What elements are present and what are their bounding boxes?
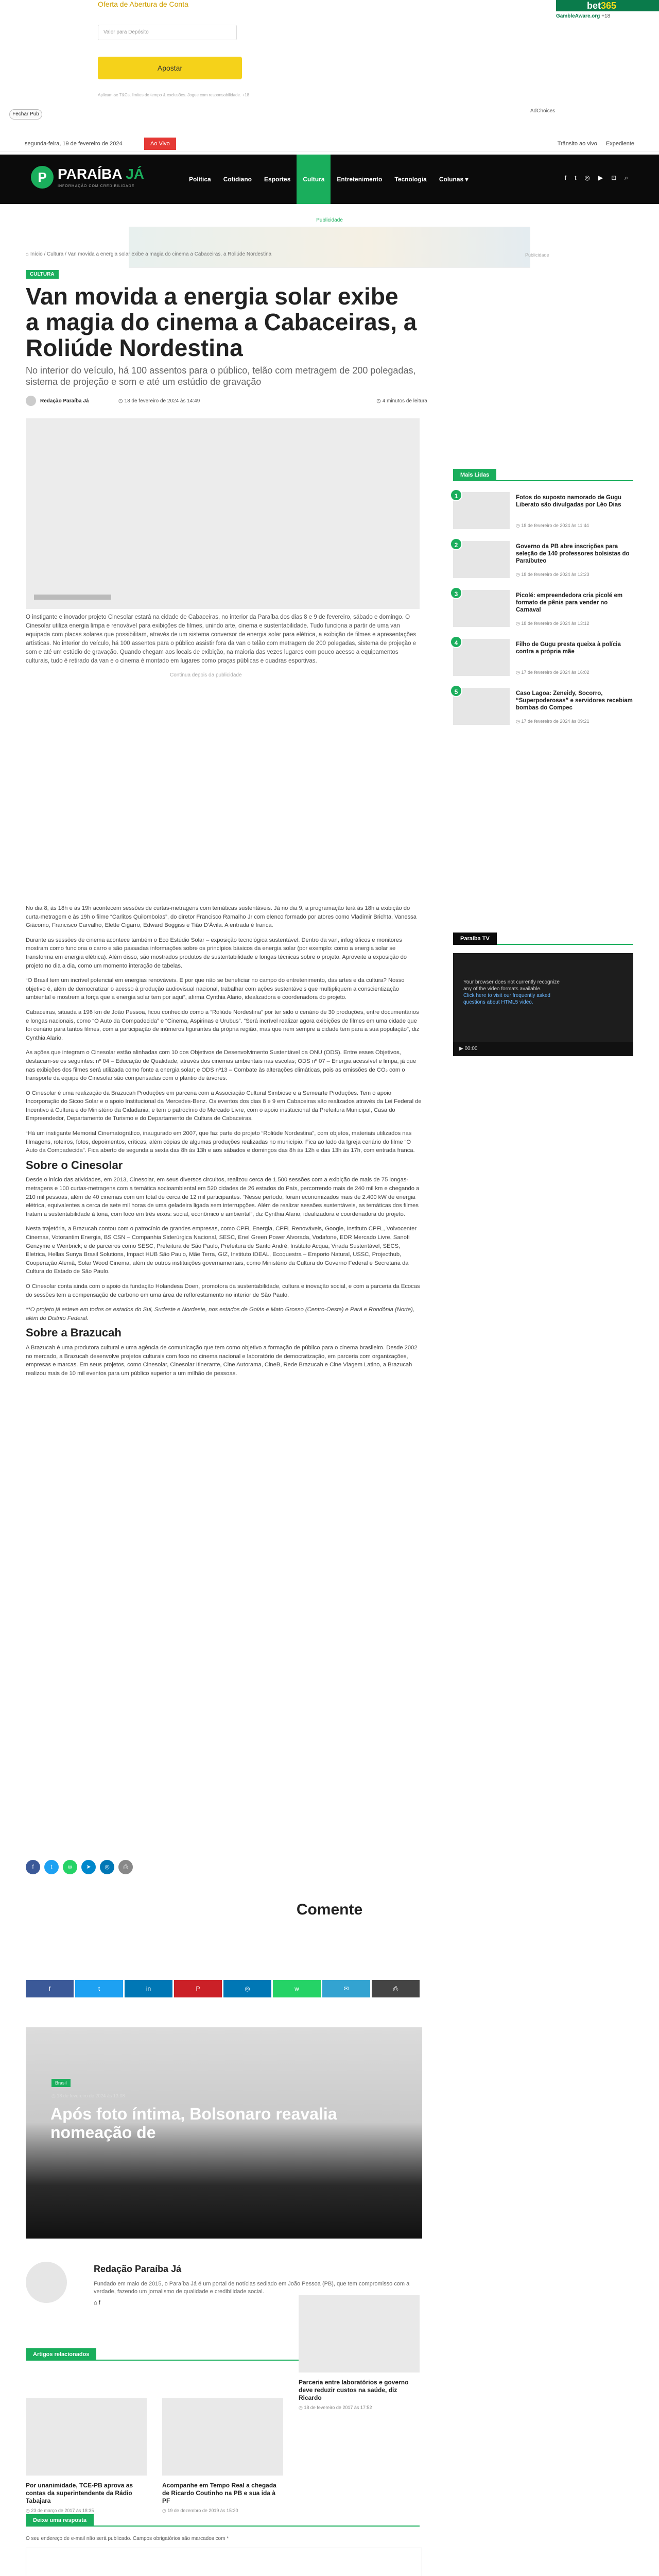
paragraph: “O Brasil tem um incrível potencial em energias renováveis. E por que não se beneficiar no campo do entretenimento, das artes e da cultura? Nosso objetivo é, além de democratizar o acesso à produção audiovisual nacional, trabalhar com ações sustentáveis que multipliquem a conscientização ambiental e mostrem a força que a energia solar tem por aqui”, afirma Cynthia Alario, idealizadora e coordenadora do projeto. [26, 977, 405, 1001]
related-item[interactable] [26, 2398, 147, 2514]
top-links [550, 141, 634, 147]
related-item-date: ◷ 18 de fevereiro de 2017 às 17:52 [299, 2405, 372, 2410]
share-icons [26, 1860, 133, 1874]
mais-lidas-title: Mais Lidas [453, 469, 496, 481]
tv-help-link[interactable]: Click here to visit our frequently asked questions about HTML5 video. [463, 993, 550, 1005]
paragraph: Nesta trajetória, a Brazucah contou com o patrocínio de grandes empresas, como CPFL Energia, CPFL Renováveis, Google, Instituto CPFL, Volvocenter Cinemas, Votorantim Energia, BS CSN – Companhia Siderúrgica Nacional, SESC, Enel Green Power Alvorada, Vodafone, EDR Mercado Livre, Sanofi Genzyme e Weirbrick; e de parceiros como SESC, Prefeitura de São Paulo, Prefeitura de Santo André, Instituto Acqua, Virada Sustentável, SECS, Eletrica, Hellas Sunya Brasil Solutions, Impact HUB São Paulo, Mãe Terra, GIZ, Instituto IDEAL, Ecoquestra – Emporio Natural, USSC, Projecthub, Cooperação Alemã, Solar Wood Cinema, além de outros instituições governamentais, como Ministério da Cultura do Governo Federal e Secretaria da Cultura do Estado de São Paulo. [26, 1226, 417, 1275]
section-heading: Sobre o Cinesolar [26, 1158, 123, 1172]
header-icons [565, 174, 628, 182]
article-title: Van movida a energia solar exibe a magia do cinema a Cabaceiras, a Roliúde Nordestina [26, 283, 417, 361]
rank-badge: 5 [450, 685, 462, 697]
rank-badge: 1 [450, 489, 462, 501]
paragraph: No dia 8, às 18h e às 19h acontecem sessões de curtas-metragens com temáticas sustentáveis. Já no dia 9, a programação terá às 18h a exibição do curta-metragem e às 19h o filme “Carlitos Quilombolas”, do diretor Francisco Ramalho Jr com elenco formado por atores como Vladimir Brichta, Vanessa Giácomo, Francisco Carvalho, Elette Cigarro, Edward Boggiss e Tião D’Ávila. A entrada é franca. [26, 905, 417, 929]
brand-num: 365 [601, 1, 617, 11]
sidebar-publicidade-label: Publicidade [525, 252, 549, 258]
share-bar [26, 1980, 420, 1997]
logo-mark: P [31, 166, 54, 189]
featured-badge[interactable]: Brasil [51, 2079, 71, 2087]
comment-form-note: O seu endereço de e-mail não será publicado. Campos obrigatórios são marcados com * [26, 2536, 229, 2541]
menu-icon[interactable]: ⊡ [611, 174, 617, 181]
sharebar-linkedin-icon[interactable]: in [125, 1980, 172, 1997]
nav-politica[interactable]: Política [189, 176, 211, 183]
site-logo[interactable] [31, 164, 160, 194]
featured-date: ◷ 18 de fevereiro de 2024 às 13:08 [51, 2093, 125, 2098]
main-nav [183, 155, 475, 204]
nav-entretenimento[interactable]: Entretenimento [337, 176, 383, 183]
rank-badge: 3 [450, 587, 462, 599]
adchoices-label[interactable]: AdChoices [530, 108, 556, 114]
related-title: Artigos relacionados [26, 2348, 96, 2361]
related-thumb[interactable] [299, 2295, 420, 2372]
related-thumb[interactable] [26, 2398, 147, 2476]
logo-tagline: INFORMAÇÃO COM CREDIBILIDADE [58, 184, 135, 188]
ad-offer: Oferta de Abertura de Conta [98, 0, 188, 8]
comment-form-title: Deixe uma resposta [26, 2514, 94, 2527]
logo-name-main: PARAÍBA [58, 166, 122, 182]
gamble-aware-text: GambleAware.org [556, 13, 600, 19]
nav-tecnologia[interactable]: Tecnologia [394, 176, 427, 183]
tv-message [463, 979, 566, 1006]
related-item-date: ◷ 23 de março de 2017 às 18:35 [26, 2508, 94, 2513]
publicidade-label: Publicidade [316, 217, 343, 223]
share-linkedin-icon[interactable]: ◎ [100, 1860, 114, 1874]
author-box-avatar[interactable] [26, 2262, 67, 2303]
top-bar [0, 137, 659, 152]
tv-player[interactable] [453, 953, 633, 1056]
player-progress[interactable] [34, 595, 111, 600]
author-avatar[interactable] [26, 396, 36, 406]
leaderboard-ad[interactable] [129, 227, 530, 268]
author-name[interactable]: Redação Paraíba Já [40, 398, 89, 404]
tv-controls[interactable]: ▶ 00:00 [453, 1042, 633, 1056]
comment-heading: Comente [296, 1901, 363, 1918]
nav-esportes[interactable]: Esportes [264, 176, 291, 183]
item-title[interactable]: Caso Lagoa: Zeneidy, Socorro, “Superpoderosas” e servidores recebiam bombas do Compec [516, 690, 633, 711]
sharebar-pinterest-icon[interactable]: P [174, 1980, 222, 1997]
logo-name [58, 166, 144, 182]
nav-cultura[interactable]: Cultura [297, 155, 331, 204]
rank-badge: 4 [450, 636, 462, 648]
paragraph: “Há um instigante Memorial Cinematográfico, inaugurado em 2007, que faz parte do projeto “Roliúde Nordestina”, com objetos, materiais utilizados nas filmagens, roteiros, fotos, depoimentos, críticas, além cópias de algumas produções realizadas no município. Fica ao lado da Igreja cenário do filme “O Auto da Compadecida”. Fica aberto de segunda a sexta das 8h às 13h e aos sábados e domingos das 8h às 12h e das 13h às 17h, com entrada franca. [26, 1130, 415, 1154]
paragraph: Cabaceiras, situada a 196 km de João Pessoa, ficou conhecido como a “Roliúde Nordestina” por ter sido o cenário de 30 produções, entre documentários e longas nacionais, como “O Auto da Compadecida” e “Cinema, Aspirinas e Urubus”. “Será incrível realizar agora exibições de filmes em uma cidade que foi cenário para tantos filmes, com a participação de inúmeros figurantes da própria região, mas que nem sempre a cidade tem para a sua população”, diz Cynthia Alario. [26, 1009, 420, 1041]
comment-textarea[interactable] [26, 2548, 422, 2576]
paragraph: O Cinesolar é uma realização da Brazucah Produções em parceria com a Associação Cultural Simbiose e a Semearte Produções. Tem o apoio Incorporação do Sicoo Solar e o apoio Institucional da Mercedes-Benz. Os eventos dos dias 8 e 9 em Cabaceiras são realizados através da Lei Federal de Incentivo à Cultura e do Ministério da Cidadania; e tem o patrocínio do Mercado Livre, com o apoio institucional da Prefeitura Municipal, Casa do Empreendedor, Departamento de Turismo e do Departamento de Cultura de Cabaceiras. [26, 1090, 422, 1122]
related-item[interactable] [162, 2398, 283, 2514]
sharebar-email-icon[interactable]: ✉ [322, 1980, 370, 1997]
related-item-title[interactable]: Acompanhe em Tempo Real a chegada de Ricardo Coutinho na PB e sua ida à PF [162, 2482, 276, 2504]
item-title[interactable]: Filho de Gugu presta queixa à polícia contra a própria mãe [516, 641, 621, 655]
related-item-title[interactable]: Por unanimidade, TCE-PB aprova as contas da superintendente da Rádio Tabajara [26, 2482, 133, 2504]
item-title[interactable]: Governo da PB abre inscrições para seleção de 140 professores bolsistas do Paraíbuteo [516, 544, 630, 564]
share-twitter-icon[interactable]: t [44, 1860, 59, 1874]
sharebar-twitter-icon[interactable]: t [75, 1980, 123, 1997]
search-icon[interactable]: ⌕ [625, 174, 628, 181]
breadcrumb[interactable]: ⌂ Início / Cultura / Van movida a energia solar exibe a magia do cinema a Cabaceiras, a Roliúde Nordestina [26, 251, 272, 257]
paragraph: A Brazucah é uma produtora cultural e uma agência de comunicação que tem como objetivo a formação de público para o cinema brasileiro. Desde 2002 no mercado, a Brazucah desenvolve projetos culturais com foco no cinema nacional e laboratório de democratização, em parceria com organizações, empresas e marcas. Em seus projetos, como Cinesolar, Cinesolar Itinerante, Cine Autorama, CineB, Rede Brazucah e Cine Viagem Latino, a Brazucah realizou mais de 10 mil eventos para um público superior a um milhão de pessoas. [26, 1344, 418, 1377]
featured-title[interactable]: Após foto íntima, Bolsonaro reavalia nomeação de [50, 2105, 337, 2142]
share-facebook-icon[interactable]: f [26, 1860, 40, 1874]
read-time: ◷ 4 minutos de leitura [376, 398, 427, 404]
twitter-icon[interactable]: t [575, 174, 577, 181]
nav-cotidiano[interactable]: Cotidiano [223, 176, 252, 183]
logo-name-accent: JÁ [126, 166, 145, 182]
author-box-bio: Fundado em maio de 2015, o Paraíba Já é um portal de notícias sediado em João Pessoa (PB), que tem compromisso com a verdade, fazendo um jornalismo de qualidade e credibilidade social. [94, 2281, 410, 2295]
article-date: ◷ 18 de fevereiro de 2024 às 14:49 [118, 398, 200, 404]
related-item[interactable] [299, 2295, 420, 2411]
category-badge[interactable]: CULTURA [26, 270, 59, 279]
paragraph-italic: **O projeto já esteve em todos os estados do Sul, Sudeste e Nordeste, nos estados de Goiás e Mato Grosso (Centro-Oeste) e Pará e Rondônia (Norte), além do Distrito Federal. [26, 1307, 414, 1321]
sharebar-messenger-icon[interactable]: ◎ [223, 1980, 271, 1997]
age-badge: +18 [601, 13, 611, 19]
mais-lidas-item[interactable] [453, 541, 633, 584]
share-print-icon[interactable]: ⎙ [118, 1860, 133, 1874]
mais-lidas-item[interactable] [453, 590, 633, 633]
bet-slip [98, 0, 314, 108]
nav-colunas[interactable]: Colunas ▾ [439, 176, 469, 183]
tv-msg-text: Your browser does not currently recognize any of the video formats available. [463, 979, 560, 992]
item-date: ◷ 17 de fevereiro de 2024 às 09:21 [516, 719, 589, 724]
paragraph: As ações que integram o Cinesolar estão alinhadas com 10 dos Objetivos de Desenvolvimento Sustentável da ONU (ODS). Entre esses Objetivos, destacam-se os seguintes: nº 04 – Educação de Qualidade, através dos cinemas ambientais nas escolas; ODS nº 07 – Energia acessível e limpa, já que nas exibições dos filmes será utilizada como fonte a energia solar; e ODS nº13 – Combate às alterações climáticas, pois as emissões de CO₂ com o transporte da equipe do Cinesolar são compensadas com o plantio de árvores. [26, 1049, 417, 1082]
top-advertisement [0, 0, 659, 118]
comment-form-header [26, 2514, 420, 2527]
paragraph: Desde o início das atividades, em 2013, Cinesolar, em seus diversos circuitos, realizou cerca de 1.500 sessões com a exibição de mais de 75 longas-metragens e 100 curtas-metragens com a temática socioambiental em 520 cidades de 26 estados do País, percorrendo mais de 240 mil km e chegando a 210 mil pessoas, além de 40 cinemas com um total de cerca de 12 mil participantes. “Nesse período, foram economizados mais de 2.400 kW de energia elétrica, equivalentes a cerca de sete mil horas de uma geladeira ligada sem interrupções. Além de realizar sessões sustentáveis, as temáticas dos filmes tratam a sustentabilidade à tona, com foco em três eixos: social, econômico e ambiental”, diz Cynthia Alario, idealizadora e coordenadora do projeto. [26, 1177, 420, 1217]
article-body [26, 904, 422, 1384]
paragraph: O Cinesolar conta ainda com o apoio da fundação Holandesa Doen, promotora da sustentabilidade, cultura e inovação social, e com a parceria da Ecocas do sessões tem a compensação de carbono em uma área de reflorestamento no interior de São Paulo. [26, 1283, 420, 1298]
share-telegram-icon[interactable]: ➤ [81, 1860, 96, 1874]
author-box-icons[interactable]: ⌂ f [94, 2300, 100, 2306]
bet365-logo[interactable] [556, 0, 659, 11]
ad-amount-input[interactable]: Valor para Depósito [98, 25, 237, 40]
mais-lidas-item[interactable] [453, 688, 633, 731]
paragraph: Durante as sessões de cinema acontece também o Eco Estúdio Solar – exposição tecnológica sustentável. Dentro da van, infográficos e monitores mostram como funciona o carro e são passadas informações sobre os princípios básicos da energia solar (por exemplo: como a energia solar se transforma em energia elétrica). Além disso, são mostrados produtos de sustentabilidade e longas técnicas sobre o projeto. Aproveite a exposição do projeto no dia a dia, como um momento interação de tabelas. [26, 937, 407, 969]
share-whatsapp-icon[interactable]: w [63, 1860, 77, 1874]
mais-lidas-item[interactable] [453, 492, 633, 535]
featured-article[interactable] [26, 2027, 422, 2239]
close-ad-button[interactable]: Fechar Pub [9, 109, 42, 120]
item-date: ◷ 18 de fevereiro de 2024 às 13:12 [516, 621, 589, 626]
paraiba-tv-header [453, 933, 633, 945]
brand: bet [587, 1, 601, 11]
video-player[interactable] [26, 418, 420, 609]
tv-title: Paraíba TV [453, 933, 497, 945]
related-item-title[interactable]: Parceria entre laboratórios e governo deve reduzir custos na saúde, diz Ricardo [299, 2379, 409, 2401]
mais-lidas-header [453, 469, 633, 481]
item-title[interactable]: Fotos do suposto namorado de Gugu Liberato são divulgadas por Léo Dias [516, 495, 622, 508]
current-date: segunda-feira, 19 de fevereiro de 2024 [25, 141, 123, 147]
author-box-name[interactable]: Redação Paraíba Já [94, 2264, 182, 2274]
expediente-link[interactable]: Expediente [605, 141, 634, 147]
section-heading: Sobre a Brazucah [26, 1326, 122, 1340]
related-thumb[interactable] [162, 2398, 283, 2476]
traffic-link[interactable]: Trânsito ao vivo [557, 141, 597, 147]
facebook-icon[interactable]: f [564, 174, 567, 181]
rank-badge: 2 [450, 538, 462, 550]
article-meta [26, 396, 427, 406]
live-button[interactable]: Ao Vivo [144, 138, 176, 150]
sharebar-print-icon[interactable]: ⎙ [372, 1980, 420, 1997]
sharebar-facebook-icon[interactable]: f [26, 1980, 74, 1997]
mais-lidas-item[interactable] [453, 639, 633, 682]
youtube-icon[interactable]: ▶ [598, 174, 603, 181]
item-date: ◷ 18 de fevereiro de 2024 às 12:23 [516, 572, 589, 577]
continue-label: Continua depois da publicidade [170, 672, 242, 678]
site-header [0, 155, 659, 204]
ad-fine-print: Aplicam-se T&Cs, limites de tempo & exclusões. Jogue com responsabilidade. +18 [98, 93, 249, 97]
instagram-icon[interactable]: ◎ [584, 174, 590, 181]
item-date: ◷ 18 de fevereiro de 2024 às 11:44 [516, 523, 589, 528]
ad-bet-button[interactable]: Apostar [98, 57, 242, 79]
article-lead: O instigante e inovador projeto Cinesolar estará na cidade de Cabaceiras, no interior da Paraíba dos dias 8 e 9 de fevereiro, sábado e domingo. O Cinesolar utiliza energia limpa e renovável para exibições de filmes, unindo arte, cinema e sustentabilidade. Tudo funciona a partir de uma van equipada com placas solares que possibilitam, através de um sistema conversor de energia solar para elétrica, a exibição de filmes e apresentações artísticas. No interior do veículo, há 100 assentos para o público assistir fora da van o telão com metragem de 200 polegadas, sistema de projeção e som e até um estúdio de gravação. Quando chegam aos locais de exibição, na maioria das vezes lugares com pouco acesso a equipamentos culturais, tudo é retirado da van e o cinema é montado em lugares como praças públicas e quadras esportivas. [26, 614, 417, 664]
related-item-date: ◷ 19 de dezembro de 2019 às 15:20 [162, 2508, 238, 2513]
sharebar-whatsapp-icon[interactable]: w [273, 1980, 321, 1997]
item-date: ◷ 17 de fevereiro de 2024 às 16:02 [516, 670, 589, 675]
gamble-aware [556, 13, 610, 19]
item-title[interactable]: Picolé: empreendedora cria picolé em formato de pênis para vender no Carnaval [516, 592, 623, 613]
article-subtitle: No interior do veículo, há 100 assentos para o público, telão com metragem de 200 polegadas, sistema de projeção e som e até um estúdio de gravação [26, 365, 416, 387]
